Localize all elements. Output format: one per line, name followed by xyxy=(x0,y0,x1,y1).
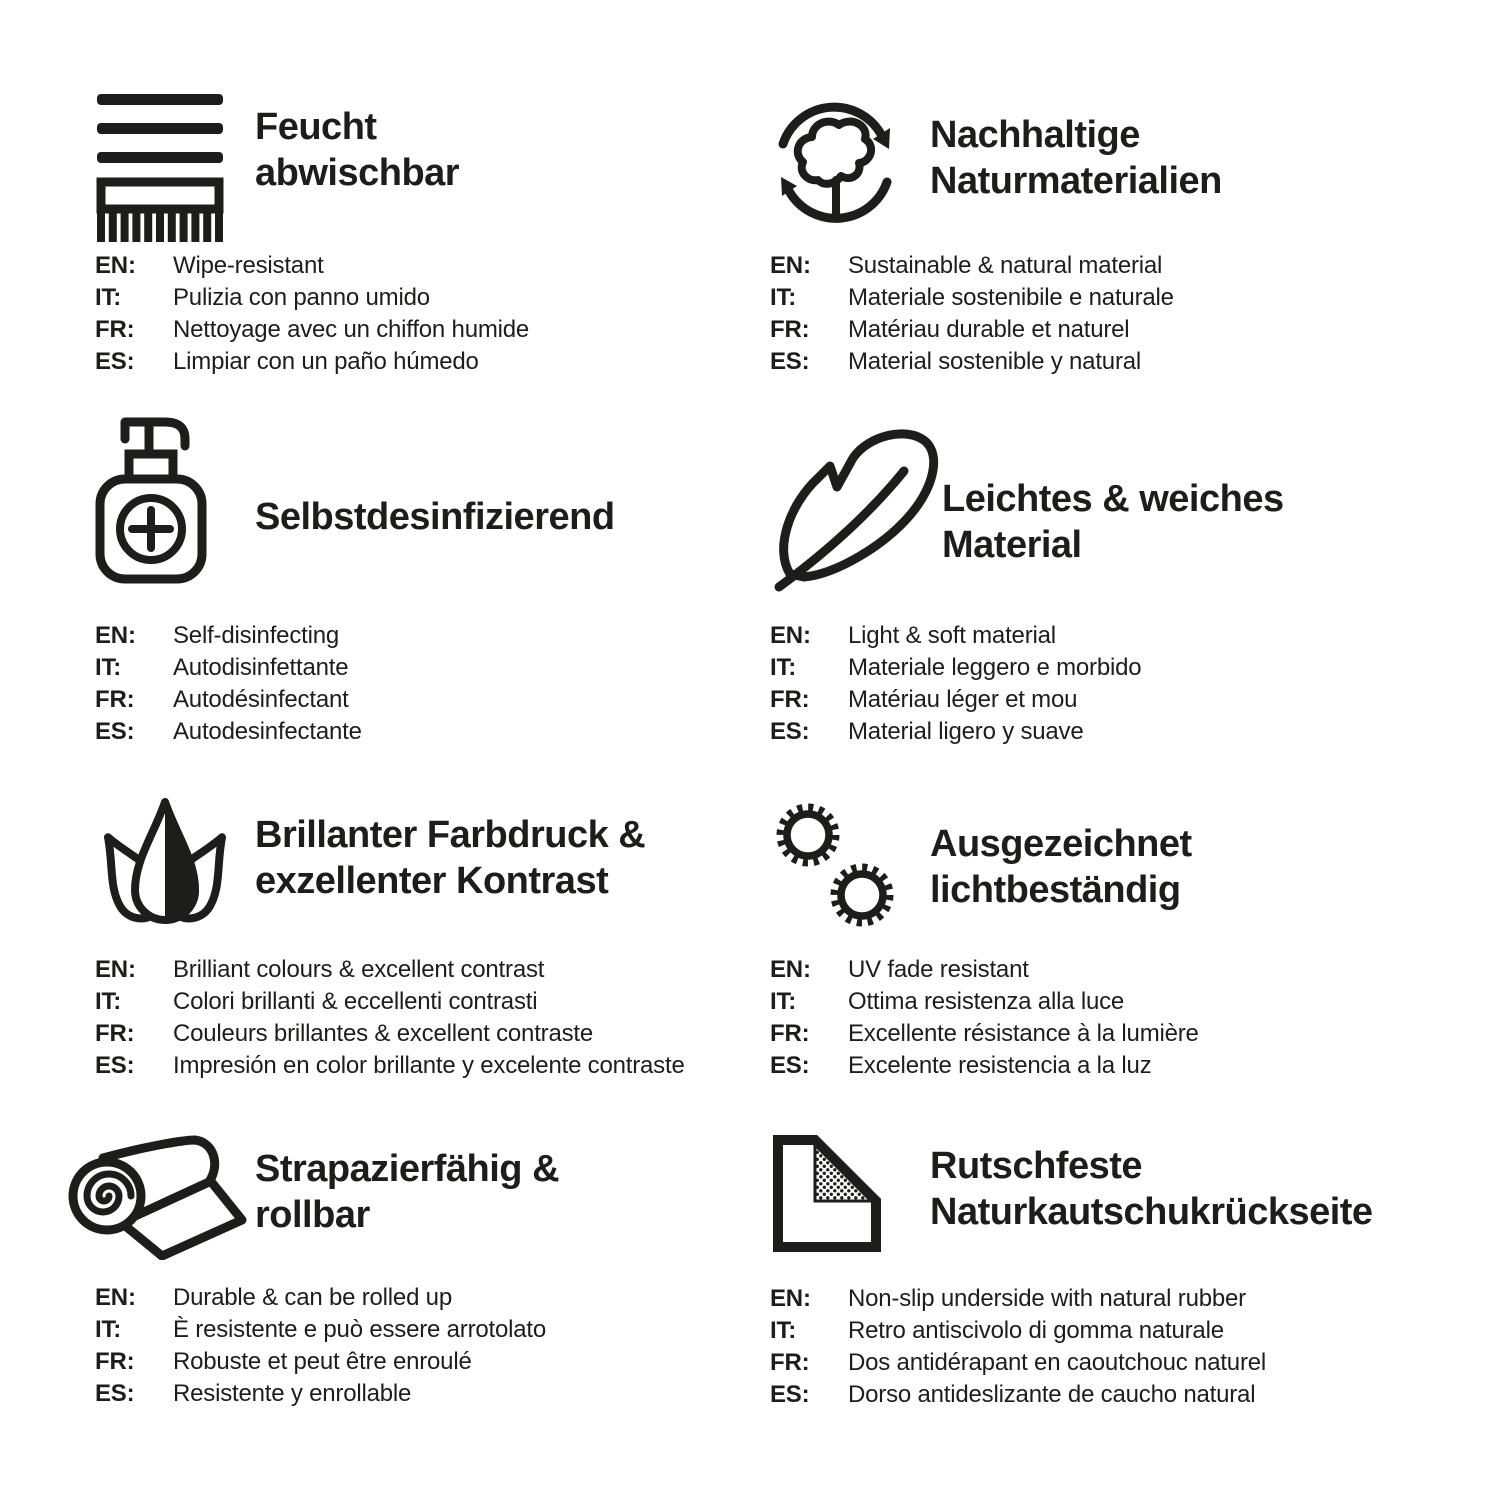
lang-label: EN: xyxy=(95,1284,136,1311)
feather-icon xyxy=(770,424,942,592)
lang-row-it xyxy=(95,986,685,1018)
feature-header xyxy=(95,1132,559,1282)
lang-label: ES: xyxy=(95,348,135,375)
lang-text: Excelente resistencia a la luz xyxy=(848,1052,1152,1079)
title-line-1: Ausgezeichnet xyxy=(930,823,1192,865)
lang-text: Impresión en color brillante y excelente contraste xyxy=(173,1052,685,1079)
lang-row-it xyxy=(95,282,529,314)
lang-text: Pulizia con panno umido xyxy=(173,284,430,311)
lang-label: EN: xyxy=(770,252,811,279)
lang-text: Matériau léger et mou xyxy=(848,686,1078,713)
translations-list xyxy=(95,620,615,748)
soap-dispenser-icon xyxy=(95,412,255,584)
feature-uv-resistant xyxy=(770,795,1199,1082)
lang-row-en xyxy=(770,1283,1373,1315)
lang-row-en xyxy=(770,620,1284,652)
title-line-2: Naturkautschukrückseite xyxy=(930,1191,1373,1233)
lang-text: Materiale sostenibile e naturale xyxy=(848,284,1174,311)
feature-title xyxy=(942,424,1284,568)
lang-label: FR: xyxy=(95,686,135,713)
lang-label: ES: xyxy=(770,718,810,745)
lang-row-es xyxy=(770,346,1222,378)
lang-label: ES: xyxy=(95,1380,135,1407)
feature-brilliant-colours xyxy=(95,792,685,1082)
feature-header xyxy=(770,795,1199,954)
lang-text: Limpiar con un paño húmedo xyxy=(173,348,479,375)
lang-row-es xyxy=(95,1050,685,1082)
folded-corner-icon xyxy=(770,1133,930,1255)
lang-row-es xyxy=(95,716,615,748)
lang-row-fr xyxy=(95,1346,559,1378)
feature-header xyxy=(95,412,615,620)
lang-text: Matériau durable et naturel xyxy=(848,316,1130,343)
lang-label: EN: xyxy=(770,622,811,649)
lang-label: IT: xyxy=(770,654,797,681)
lang-label: FR: xyxy=(770,1020,810,1047)
lang-label: FR: xyxy=(95,1020,135,1047)
title-line-2: Naturmaterialien xyxy=(930,160,1222,202)
lang-text: Autodesinfectante xyxy=(173,718,362,745)
translations-list xyxy=(95,954,685,1082)
feature-header xyxy=(770,1133,1373,1283)
lang-label: IT: xyxy=(770,1317,797,1344)
lang-row-it xyxy=(770,1315,1373,1347)
translations-list xyxy=(770,954,1199,1082)
feature-durable-rollable xyxy=(95,1132,559,1410)
lang-row-fr xyxy=(770,684,1284,716)
lang-row-es xyxy=(770,1379,1373,1411)
lang-label: IT: xyxy=(95,284,122,311)
lang-row-en xyxy=(95,250,529,282)
feature-non-slip-backing xyxy=(770,1133,1373,1411)
soap-dispenser-icon xyxy=(95,412,207,584)
title-line-1: Strapazierfähig & xyxy=(255,1148,560,1190)
title-line-1: Rutschfeste xyxy=(930,1145,1142,1187)
translations-list xyxy=(95,250,529,378)
lang-row-es xyxy=(770,716,1284,748)
lang-text: Sustainable & natural material xyxy=(848,252,1163,279)
lang-text: Self-disinfecting xyxy=(173,622,340,649)
lang-text: Dorso antideslizante de caucho natural xyxy=(848,1381,1256,1408)
wipe-brush-icon xyxy=(95,92,255,244)
title-line-1: Brillanter Farbdruck & xyxy=(255,814,646,856)
feature-title xyxy=(255,1132,559,1238)
lang-label: EN: xyxy=(770,956,811,983)
lang-row-it xyxy=(770,282,1222,314)
lang-text: Dos antidérapant en caoutchouc naturel xyxy=(848,1349,1267,1376)
feature-light-soft-material xyxy=(770,424,1284,748)
title-line-2: Material xyxy=(942,524,1082,566)
feature-header xyxy=(95,792,685,954)
lang-text: Autodisinfettante xyxy=(173,654,349,681)
feature-title xyxy=(930,795,1192,913)
lang-row-fr xyxy=(770,1347,1373,1379)
sun-gears-icon xyxy=(770,795,900,933)
lang-row-fr xyxy=(770,314,1222,346)
lang-row-en xyxy=(770,250,1222,282)
lang-text: Materiale leggero e morbido xyxy=(848,654,1142,681)
feature-self-disinfecting xyxy=(95,412,615,748)
lang-row-en xyxy=(95,1282,559,1314)
lang-row-it xyxy=(95,652,615,684)
ink-drops-icon xyxy=(95,792,255,932)
lang-label: IT: xyxy=(95,1316,122,1343)
lang-label: FR: xyxy=(770,316,810,343)
title-line-1: Nachhaltige xyxy=(930,114,1140,156)
feature-title xyxy=(930,1133,1373,1235)
lang-row-it xyxy=(95,1314,559,1346)
lang-text: Material ligero y suave xyxy=(848,718,1084,745)
lang-label: FR: xyxy=(95,1348,135,1375)
rolled-mat-icon xyxy=(95,1132,255,1260)
title-line-2: exzellenter Kontrast xyxy=(255,860,609,902)
lang-text: Excellente résistance à la lumière xyxy=(848,1020,1199,1047)
wipe-brush-icon xyxy=(95,92,225,244)
lang-text: Wipe-resistant xyxy=(173,252,324,279)
lang-label: ES: xyxy=(95,1052,135,1079)
translations-list xyxy=(770,250,1222,378)
lang-label: EN: xyxy=(95,252,136,279)
lang-text: UV fade resistant xyxy=(848,956,1029,983)
lang-label: IT: xyxy=(770,988,797,1015)
lang-text: Nettoyage avec un chiffon humide xyxy=(173,316,530,343)
feature-header xyxy=(95,92,529,250)
lang-row-fr xyxy=(95,1018,685,1050)
lang-text: Colori brillanti & eccellenti contrasti xyxy=(173,988,538,1015)
sun-gears-icon xyxy=(770,795,930,933)
lang-text: Durable & can be rolled up xyxy=(173,1284,452,1311)
lang-label: IT: xyxy=(95,988,122,1015)
lang-row-en xyxy=(95,954,685,986)
lang-text: Retro antiscivolo di gomma naturale xyxy=(848,1317,1224,1344)
title-line-1: Leichtes & weiches xyxy=(942,478,1284,520)
feature-title xyxy=(930,92,1222,204)
title-line-2: lichtbeständig xyxy=(930,869,1181,911)
lang-label: IT: xyxy=(95,654,122,681)
title-line-2: abwischbar xyxy=(255,152,460,194)
feature-sustainable-material xyxy=(770,92,1222,378)
lang-label: ES: xyxy=(770,348,810,375)
lang-row-es xyxy=(95,1378,559,1410)
lang-label: FR: xyxy=(770,686,810,713)
recycle-tree-icon xyxy=(770,92,905,232)
lang-row-fr xyxy=(95,314,529,346)
feather-icon xyxy=(770,424,942,592)
lang-row-en xyxy=(770,954,1199,986)
lang-label: EN: xyxy=(95,622,136,649)
lang-text: Brilliant colours & excellent contrast xyxy=(173,956,545,983)
lang-label: ES: xyxy=(770,1381,810,1408)
lang-label: FR: xyxy=(95,316,135,343)
lang-text: Autodésinfectant xyxy=(173,686,349,713)
lang-row-es xyxy=(770,1050,1199,1082)
lang-label: ES: xyxy=(770,1052,810,1079)
title-line-1: Selbstdesinfizierend xyxy=(255,496,615,538)
rolled-mat-icon xyxy=(63,1132,248,1260)
feature-wipe-resistant xyxy=(95,92,529,378)
title-line-1: Feucht xyxy=(255,106,377,148)
lang-text: Resistente y enrollable xyxy=(173,1380,412,1407)
lang-text: Material sostenible y natural xyxy=(848,348,1142,375)
feature-title xyxy=(255,792,645,904)
lang-row-en xyxy=(95,620,615,652)
feature-title xyxy=(255,412,615,540)
feature-title xyxy=(255,92,459,196)
folded-corner-icon xyxy=(770,1133,886,1255)
lang-label: ES: xyxy=(95,718,135,745)
recycle-tree-icon xyxy=(770,92,930,232)
lang-label: EN: xyxy=(95,956,136,983)
lang-text: Non-slip underside with natural rubber xyxy=(848,1285,1246,1312)
lang-row-fr xyxy=(770,1018,1199,1050)
lang-text: Light & soft material xyxy=(848,622,1056,649)
lang-text: Ottima resistenza alla luce xyxy=(848,988,1125,1015)
lang-label: EN: xyxy=(770,1285,811,1312)
translations-list xyxy=(770,620,1284,748)
feature-header xyxy=(770,92,1222,250)
lang-label: FR: xyxy=(770,1349,810,1376)
lang-row-it xyxy=(770,652,1284,684)
lang-row-fr xyxy=(95,684,615,716)
title-line-2: rollbar xyxy=(255,1194,370,1236)
lang-text: È resistente e può essere arrotolato xyxy=(173,1316,547,1343)
lang-text: Couleurs brillantes & excellent contraste xyxy=(173,1020,594,1047)
feature-header xyxy=(770,424,1284,620)
translations-list xyxy=(95,1282,559,1410)
lang-row-it xyxy=(770,986,1199,1018)
ink-drops-icon xyxy=(95,792,235,932)
lang-label: IT: xyxy=(770,284,797,311)
translations-list xyxy=(770,1283,1373,1411)
lang-row-es xyxy=(95,346,529,378)
lang-text: Robuste et peut être enroulé xyxy=(173,1348,472,1375)
